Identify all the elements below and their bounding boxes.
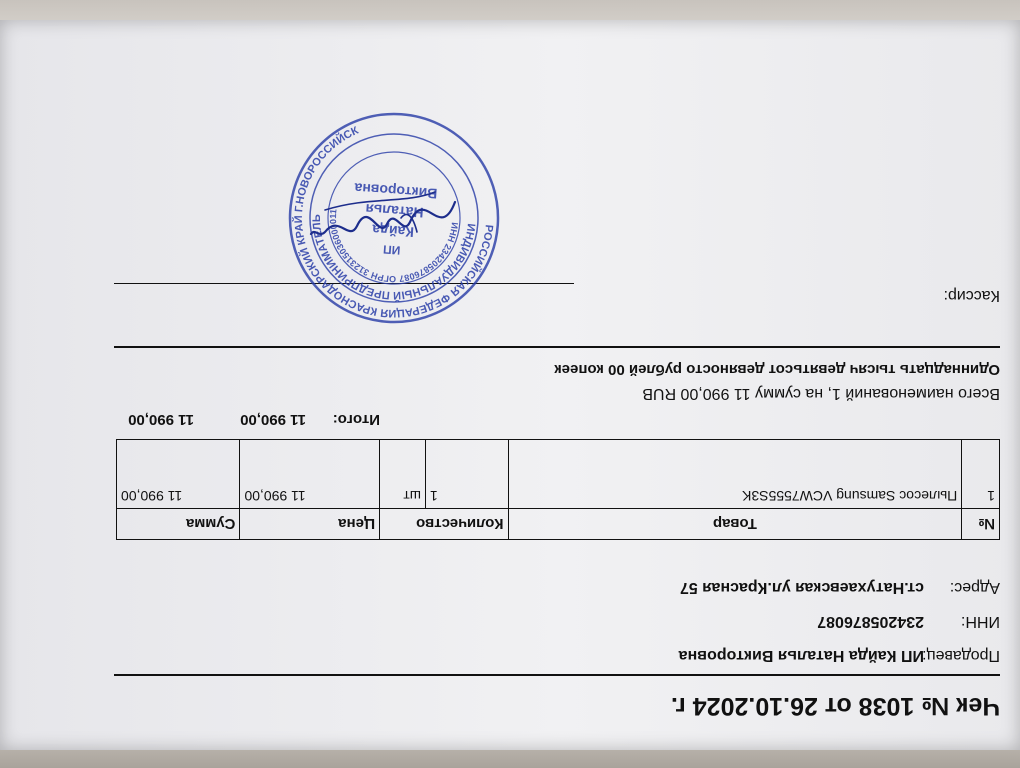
- table-header-row: [117, 509, 1000, 540]
- address-value: ст.Натухаевская ул.Красная 57: [679, 579, 924, 596]
- handwritten-signature: [305, 172, 465, 262]
- items-summary: Всего наименований 1, на сумму 11 990,00 RUB: [642, 385, 1000, 402]
- receipt-sheet: [0, 20, 1020, 750]
- stamp-center-line-3: Наталья: [364, 201, 425, 222]
- total-value: 11 990,00: [240, 411, 306, 428]
- row-qty: 1: [425, 440, 508, 509]
- stamp-center-line-2: Кайда: [371, 221, 415, 241]
- col-sum-header: Сумма: [117, 509, 240, 540]
- inn-label: ИНН:: [960, 613, 1000, 630]
- title-divider: [114, 674, 1000, 676]
- seller-value: ИП Кайда Наталья Викторовна: [678, 647, 924, 664]
- row-unit: шт: [380, 440, 426, 509]
- receipt-content: [100, 60, 1000, 720]
- receipt-title: Чек № 1038 от 26.10.2024 г.: [670, 692, 1000, 720]
- stamp-inner-text: ИНН 234205876087 ОГРН 312315036000011: [327, 208, 460, 285]
- stamp-center-line-1: ИП: [382, 242, 401, 258]
- stamp-center-line-4: Викторовна: [353, 180, 438, 202]
- row-item-name: Пылесос Samsung VCW7555S3K: [508, 440, 962, 509]
- table-row: [117, 440, 1000, 509]
- stamp-ring-text: ИНДИВИДУАЛЬНЫЙ ПРЕДПРИНИМАТЕЛЬ: [310, 214, 477, 302]
- cashier-label: Кассир:: [943, 287, 1000, 304]
- inn-value: 234205876087: [817, 613, 924, 630]
- col-price-header: Цена: [240, 509, 380, 540]
- amount-in-words: Одиннадцать тысяч девятьсот девяносто рублей 00 копеек: [554, 361, 1000, 378]
- row-no: 1: [962, 440, 1000, 509]
- stamp-outer-text: РОССИЙСКАЯ ФЕДЕРАЦИЯ КРАСНОДАРСКИЙ КРАЙ Г.НОВОРОССИЙСК: [292, 124, 495, 320]
- items-table: [116, 439, 1000, 540]
- total-value-right: 11 990,00: [128, 411, 194, 428]
- row-price: 11 990,00: [240, 440, 380, 509]
- seller-label: Продавец:: [921, 647, 1000, 664]
- col-name-header: Товар: [508, 509, 962, 540]
- total-label: Итого:: [332, 411, 380, 428]
- col-no-header: №: [962, 509, 1000, 540]
- summary-divider: [114, 346, 1000, 348]
- col-qty-header: Количество: [380, 509, 508, 540]
- row-sum: 11 990,00: [117, 440, 240, 509]
- address-label: Адрес:: [949, 579, 1000, 596]
